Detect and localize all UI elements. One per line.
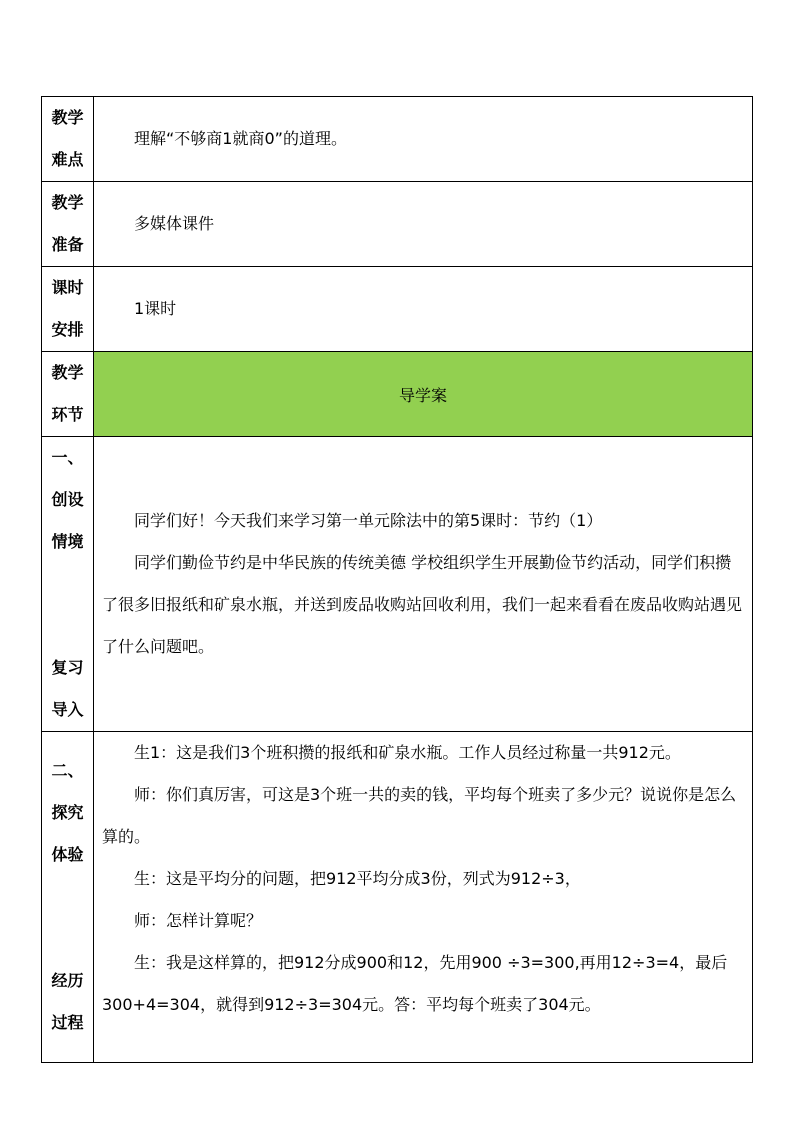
label-line: 教学 <box>51 108 84 127</box>
label-line: 准备 <box>51 235 84 254</box>
label-line: 经历 <box>51 971 84 990</box>
paragraph: 同学们勤俭节约是中华民族的传统美德 学校组织学生开展勤俭节约活动，同学们积攒了很多旧报纸和矿泉水瓶，并送到废品收购站回收利用，我们一起来看看在废品收购站遇见了什么问题吧。 <box>102 553 743 656</box>
label-line: 二、 <box>51 761 84 780</box>
label-line: 复习 <box>51 658 84 677</box>
label-line: 教学 <box>51 363 84 382</box>
preparation-text: 多媒体课件 <box>134 214 215 233</box>
paragraph: 生1：这是我们3个班积攒的报纸和矿泉水瓶。工作人员经过称量一共912元。 <box>134 743 681 762</box>
difficulty-content <box>94 97 753 182</box>
schedule-content <box>94 267 753 352</box>
lesson-plan-table <box>41 96 753 1063</box>
label-line: 情境 <box>51 532 84 551</box>
label-line: 体验 <box>51 845 84 864</box>
row-label-schedule <box>42 267 94 352</box>
label-line: 教学 <box>51 193 84 212</box>
label-line: 创设 <box>51 490 84 509</box>
row-preparation <box>42 182 753 267</box>
section-title: 导学案 <box>94 352 753 437</box>
label-line: 过程 <box>51 1013 84 1032</box>
paragraph: 同学们好！今天我们来学习第一单元除法中的第5课时：节约（1） <box>134 511 603 530</box>
paragraph: 生：我是这样算的，把912分成900和12，先用900 ÷3=300,再用12÷3=4，最后300+4=304，就得到912÷3=304元。答：平均每个班卖了304元。 <box>102 953 728 1014</box>
label-line: 一、 <box>51 448 84 467</box>
row-label-part-two <box>42 732 94 1063</box>
row-label-difficulty <box>42 97 94 182</box>
row-part-one <box>42 437 753 732</box>
label-line: 安排 <box>51 320 84 339</box>
preparation-content <box>94 182 753 267</box>
row-schedule <box>42 267 753 352</box>
row-label-preparation <box>42 182 94 267</box>
label-gap <box>42 876 93 960</box>
label-gap <box>42 563 93 647</box>
label-line: 探究 <box>51 803 84 822</box>
row-section-header <box>42 352 753 437</box>
part-one-content <box>94 437 753 732</box>
row-part-two <box>42 732 753 1063</box>
part-two-content <box>94 732 753 1063</box>
paragraph: 师：怎样计算呢？ <box>134 911 263 930</box>
row-label-section <box>42 352 94 437</box>
row-difficulty <box>42 97 753 182</box>
label-line: 环节 <box>51 405 84 424</box>
label-line: 课时 <box>51 278 84 297</box>
paragraph: 师：你们真厉害，可这是3个班一共的卖的钱，平均每个班卖了多少元？说说你是怎么算的。 <box>102 785 737 846</box>
row-label-part-one <box>42 437 94 732</box>
difficulty-text: 理解“不够商1就商0”的道理。 <box>134 129 347 148</box>
label-line: 导入 <box>51 700 84 719</box>
schedule-text: 1课时 <box>134 299 177 318</box>
paragraph: 生：这是平均分的问题，把912平均分成3份，列式为912÷3， <box>134 869 581 888</box>
label-line: 难点 <box>51 150 84 169</box>
